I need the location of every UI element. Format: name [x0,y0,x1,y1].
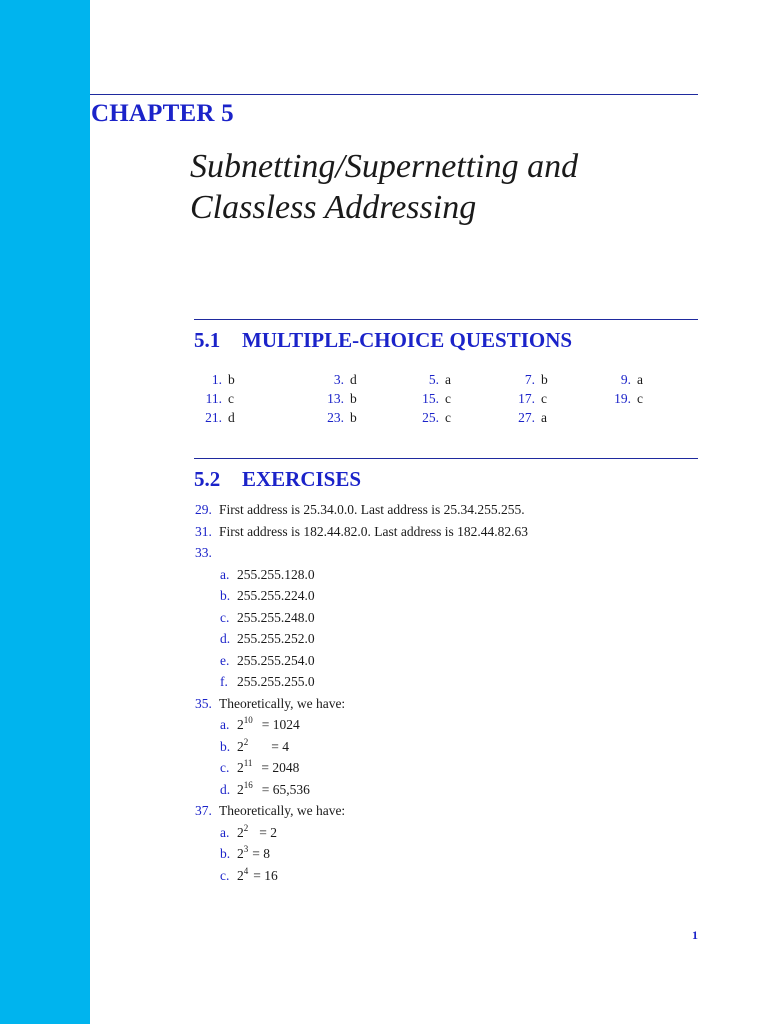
answer-item: 11. c [205,391,234,406]
page-number: 1 [692,928,698,942]
answer-item: 27. a [518,410,547,425]
exercise-35-item: a. $2^{10} = 1024$ [220,715,300,732]
exercise-33-item: b. 255.255.224.0 [220,588,315,603]
chapter-top-rule [90,94,698,95]
exercise-33: 33. [195,545,212,560]
answer-item: 23. b [327,410,357,425]
exercise-35-item: d. $2^{16} = 65,536$ [220,779,310,797]
exercise-33-item: e. 255.255.254.0 [220,652,315,668]
section-5-1-heading [194,328,572,353]
exercise-31: 31. First address is 182.44.82.0. Last address is 182.44.82.63 [195,523,528,539]
answer-item: 1. b [211,372,235,387]
chapter-title [190,146,690,228]
side-color-band [0,0,90,1024]
answer-item: 25. c [422,410,451,425]
exercise-37-item: c. $2^4 = 16$ [220,865,278,883]
answer-item: 17. c [518,391,547,406]
answer-item: 7. b [524,372,548,387]
exercise-list [195,499,695,886]
exercise-37-item: a. $2^2 = 2$ [220,822,277,840]
exercise-35: 35. Theoretically, we have: [195,695,346,711]
answer-item: 19. c [614,391,643,406]
answer-item: 21. d [205,410,235,425]
exercise-33-item: c. 255.255.248.0 [220,609,315,625]
exercise-35-item: b. $2^2 = 4$ [220,736,289,754]
section-title: EXERCISES [242,467,362,491]
section-5-2-rule [194,458,698,459]
exercise-29: 29. First address is 25.34.0.0. Last address is 25.34.255.255. [195,502,525,517]
section-number: 5.2 [194,467,221,491]
exercise-37: 37. Theoretically, we have: [195,803,346,818]
exercise-33-item: d. 255.255.252.0 [220,631,315,646]
chapter-label: CHAPTER 5 [91,100,234,127]
answer-item: 15. c [422,391,451,406]
exercise-35-item: c. $2^{11} = 2048$ [220,758,300,775]
answer-item: 13. b [327,391,357,406]
section-title: MULTIPLE-CHOICE QUESTIONS [242,328,573,352]
exercise-33-item: a. 255.255.128.0 [220,566,315,582]
answer-item: 5. a [428,372,451,387]
chapter-title-line-2: Classless Addressing [190,189,477,226]
section-5-1-rule [194,319,698,320]
answer-item: 3. d [333,372,357,387]
chapter-title-line-1: Subnetting/Supernetting and [190,148,579,185]
exercise-37-item: b. $2^3 = 8$ [220,844,270,861]
answer-item: 9. a [620,372,643,387]
section-5-2-heading [194,467,361,492]
exercise-33-item: f. 255.255.255.0 [220,674,315,689]
section-number: 5.1 [194,328,221,352]
multiple-choice-answer-grid [0,370,768,430]
